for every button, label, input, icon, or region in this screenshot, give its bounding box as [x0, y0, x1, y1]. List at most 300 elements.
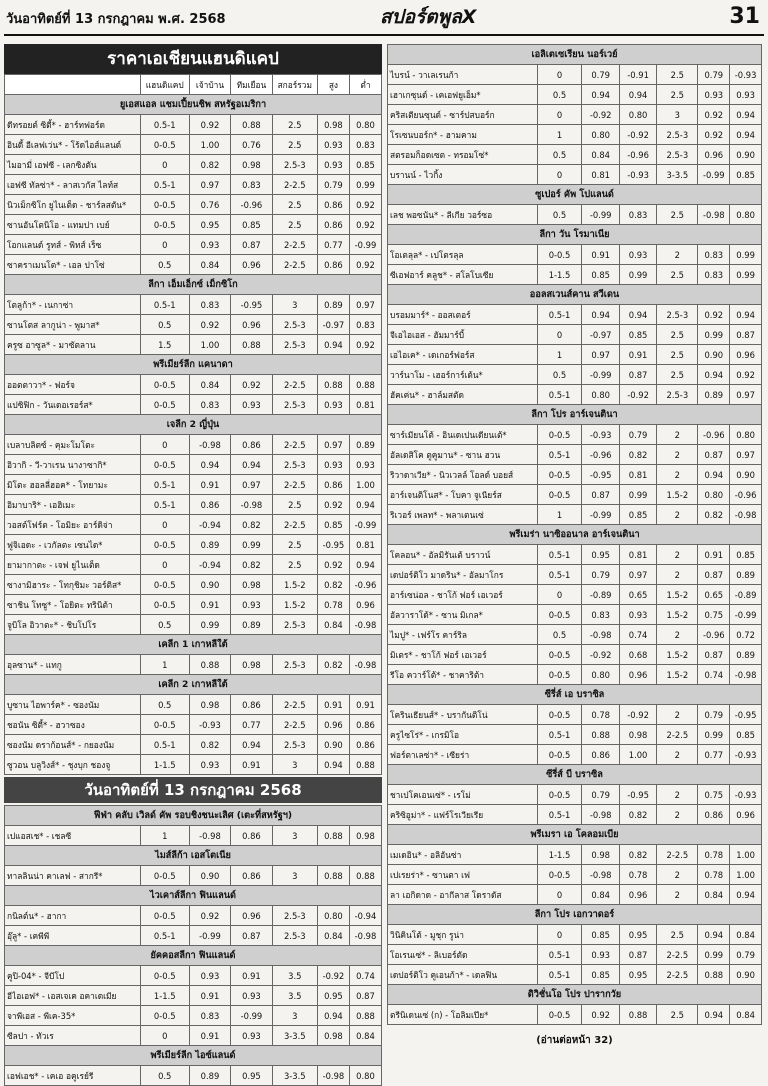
over-odds: 0.84 [317, 926, 349, 946]
total-line: 2.5-3 [272, 395, 317, 415]
match-name: ทาลลินน่า คาเลฟ - สากรี* [5, 866, 141, 886]
handicap-line: 0-0.5 [140, 906, 189, 926]
match-row [388, 165, 762, 185]
over-odds: 0.97 [317, 435, 349, 455]
away-odds: 0.82 [231, 515, 272, 535]
match-row [5, 1066, 382, 1086]
col-total: สกอร์รวม [272, 75, 317, 95]
over-odds: 0.87 [698, 645, 730, 665]
under-odds: 0.92 [349, 255, 381, 275]
over-odds: 0.78 [317, 595, 349, 615]
under-odds: -0.93 [730, 745, 762, 765]
total-line: 3.5 [272, 966, 317, 986]
total-line: 2.5 [657, 65, 698, 85]
home-odds: 0.88 [189, 655, 230, 675]
match-name: ไบรน์ - วาเลเรนก้า [388, 65, 538, 85]
over-odds: -0.92 [317, 966, 349, 986]
total-line: 2.5-3 [272, 615, 317, 635]
match-row [5, 195, 382, 215]
home-odds: 0.83 [189, 1006, 230, 1026]
home-odds: 0.95 [582, 545, 619, 565]
total-line: 2-2.5 [657, 965, 698, 985]
home-odds: 0.93 [189, 966, 230, 986]
home-odds: 0.94 [189, 455, 230, 475]
over-odds: 0.94 [698, 465, 730, 485]
over-odds: 0.80 [317, 906, 349, 926]
home-odds: 0.84 [582, 145, 619, 165]
over-odds: 0.87 [698, 445, 730, 465]
match-row [5, 375, 382, 395]
over-odds: -0.98 [317, 1066, 349, 1086]
home-odds: 0.80 [582, 125, 619, 145]
under-odds: 0.90 [730, 145, 762, 165]
handicap-line: 0-0.5 [140, 575, 189, 595]
handicap-line: 0-0.5 [140, 715, 189, 735]
total-line: 2 [657, 705, 698, 725]
home-odds: 0.84 [189, 375, 230, 395]
home-odds: -0.98 [582, 865, 619, 885]
away-odds: -0.95 [231, 295, 272, 315]
league-header [5, 846, 382, 866]
over-odds: 0.90 [698, 345, 730, 365]
home-odds: 0.91 [189, 1026, 230, 1046]
under-odds: -0.99 [730, 605, 762, 625]
under-odds: -0.93 [730, 785, 762, 805]
over-odds: 0.99 [698, 325, 730, 345]
under-odds: 0.94 [730, 885, 762, 905]
handicap-line: 0.5-1 [140, 926, 189, 946]
under-odds: 0.72 [730, 625, 762, 645]
away-odds: 0.77 [231, 715, 272, 735]
under-odds: 0.91 [349, 695, 381, 715]
home-odds: 0.93 [189, 235, 230, 255]
under-odds: 0.88 [349, 755, 381, 775]
league-name: ลีกา โปร อาร์เจนตินา [388, 405, 762, 425]
league-header [388, 225, 762, 245]
over-odds: 0.78 [698, 845, 730, 865]
match-name: อิวากิ - วี-วาเรน นางาซากิ* [5, 455, 141, 475]
handicap-line: 0.5 [140, 315, 189, 335]
match-row [5, 735, 382, 755]
match-row [5, 235, 382, 255]
home-odds: 0.94 [582, 305, 619, 325]
over-odds: 0.94 [317, 755, 349, 775]
home-odds: -0.94 [189, 515, 230, 535]
match-name: รีโอ ควาร์โต้* - ชาคาริต้า [388, 665, 538, 685]
match-row [388, 845, 762, 865]
league-header [5, 355, 382, 375]
match-row [388, 445, 762, 465]
match-row [5, 535, 382, 555]
page-number: 31 [729, 4, 760, 29]
total-line: 2.5 [657, 925, 698, 945]
match-row [388, 625, 762, 645]
away-odds: 0.88 [231, 335, 272, 355]
match-row [388, 645, 762, 665]
issue-date: วันอาทิตย์ที่ 13 กรกฎาคม พ.ศ. 2568 [6, 12, 226, 27]
total-line: 1.5-2 [272, 575, 317, 595]
handicap-line: 0.5-1 [140, 295, 189, 315]
under-odds: 0.94 [349, 555, 381, 575]
away-odds: 0.87 [619, 945, 656, 965]
match-name: ซาร์เมียนโต้ - อินเดเปนเดียนเต้* [388, 425, 538, 445]
over-odds: 0.99 [698, 945, 730, 965]
home-odds: -0.93 [189, 715, 230, 735]
over-odds: -0.98 [698, 205, 730, 225]
over-odds: 0.75 [698, 605, 730, 625]
match-name: เอไอเค* - เดเกอร์ฟอร์ส [388, 345, 538, 365]
league-name: ยูเอสแอล แชมเปี้ยนชิพ สหรัฐอเมริกา [5, 95, 382, 115]
total-line: 2-2.5 [657, 945, 698, 965]
handicap-line: 0.5 [140, 695, 189, 715]
total-line: 2 [657, 545, 698, 565]
over-odds: 0.94 [698, 1005, 730, 1025]
match-row [388, 65, 762, 85]
under-odds: 1.00 [349, 475, 381, 495]
match-name: คูปิ-04* - จีบีโป [5, 966, 141, 986]
under-odds: -0.95 [730, 705, 762, 725]
header-rule [4, 34, 764, 36]
home-odds: 0.84 [189, 255, 230, 275]
league-name: ดิวิชั่นโอ โปร ปารากวัย [388, 985, 762, 1005]
total-line: 3-3.5 [657, 165, 698, 185]
asian-handicap-title: ราคาเอเชียนแฮนดิแคป [4, 44, 382, 74]
match-row [5, 135, 382, 155]
total-line: 2.5-3 [272, 455, 317, 475]
match-row [5, 866, 382, 886]
over-odds: 0.94 [317, 1006, 349, 1026]
match-name: วอสต์โฟร์ต - โอมิยะ อาร์ดิจ่า [5, 515, 141, 535]
away-odds: 0.93 [619, 605, 656, 625]
home-odds: 0.85 [582, 965, 619, 985]
league-header [5, 946, 382, 966]
home-odds: 1.00 [189, 135, 230, 155]
over-odds: 0.94 [698, 925, 730, 945]
total-line: 2.5 [272, 115, 317, 135]
over-odds: -0.96 [698, 425, 730, 445]
match-name: ซาชิน โทซู* - โอยิตะ ทรินิต้า [5, 595, 141, 615]
under-odds: 0.96 [349, 595, 381, 615]
total-line: 3 [272, 866, 317, 886]
total-line: 3 [272, 1006, 317, 1026]
total-line: 2.5-3 [272, 655, 317, 675]
away-odds: 0.93 [231, 595, 272, 615]
home-odds: -0.93 [582, 425, 619, 445]
away-odds: 0.87 [231, 926, 272, 946]
match-name: บรอมมาร์* - ออสเตอร์ [388, 305, 538, 325]
match-row [388, 385, 762, 405]
under-odds: 0.83 [349, 135, 381, 155]
league-name: ซีรี่ส์ เอ บราซิล [388, 685, 762, 705]
over-odds: 0.99 [698, 725, 730, 745]
handicap-line: 0 [140, 555, 189, 575]
under-odds: 0.89 [730, 645, 762, 665]
league-name: พรีเมรา เอ โคลอมเบีย [388, 825, 762, 845]
handicap-line: 0.5-1 [140, 175, 189, 195]
match-name: ไมอามี่ เอฟซี - เลกซิงตัน [5, 155, 141, 175]
match-name: อัลเดสิโค ตูคูมาน* - ซาน ฮวน [388, 445, 538, 465]
handicap-line: 0 [140, 235, 189, 255]
under-odds: 0.97 [730, 385, 762, 405]
away-odds: 0.98 [231, 655, 272, 675]
league-name: ลีกา เอ็มเอ็กซ์ เม็กซิโก [5, 275, 382, 295]
col-handicap: แฮนดิแคป [140, 75, 189, 95]
under-odds: 0.90 [730, 465, 762, 485]
total-line: 1.5-2 [657, 665, 698, 685]
away-odds: -0.96 [231, 195, 272, 215]
column-header-row [5, 75, 382, 95]
match-row [5, 175, 382, 195]
league-name: เคลีก 2 เกาหลีใต้ [5, 675, 382, 695]
match-row [5, 455, 382, 475]
handicap-line: 0 [140, 155, 189, 175]
away-odds: 0.83 [619, 205, 656, 225]
handicap-line: 0-0.5 [140, 455, 189, 475]
total-line: 1.5-2 [657, 585, 698, 605]
match-name: เปเรยร่า* - ซานตา เฟ [388, 865, 538, 885]
match-row [388, 565, 762, 585]
handicap-line: 1-1.5 [537, 845, 582, 865]
league-header [388, 825, 762, 845]
under-odds: 0.92 [349, 215, 381, 235]
home-odds: 0.85 [582, 925, 619, 945]
match-name: ตรีนิเดนเซ่ (ก) - โอลิมเปีย* [388, 1005, 538, 1025]
total-line: 2.5 [272, 535, 317, 555]
away-odds: -0.98 [231, 495, 272, 515]
match-name: อุลซาน* - แทกู [5, 655, 141, 675]
away-odds: 0.99 [619, 265, 656, 285]
under-odds: 0.89 [349, 435, 381, 455]
match-name: ฮัคเค่น* - ฮาล์มสตัด [388, 385, 538, 405]
total-line: 2.5-3 [657, 145, 698, 165]
match-name: นิวเม็กซิโก ยูไนเต็ด - ชาร์ลสตัน* [5, 195, 141, 215]
match-row [388, 885, 762, 905]
handicap-line: 0.5 [537, 365, 582, 385]
match-row [5, 335, 382, 355]
total-line: 1.5-2 [657, 605, 698, 625]
col-home: เจ้าบ้าน [189, 75, 230, 95]
handicap-line: 0.5-1 [537, 385, 582, 405]
away-odds: 0.85 [619, 505, 656, 525]
match-name: โครินเธียนส์* - บรากันติโน่ [388, 705, 538, 725]
over-odds: 0.82 [317, 655, 349, 675]
page-header [0, 0, 768, 40]
match-name: ซีลปา - ทัวเร [5, 1026, 141, 1046]
over-odds: 0.75 [698, 785, 730, 805]
match-name: โตลูก้า* - เนกาซ่า [5, 295, 141, 315]
under-odds: -0.94 [349, 906, 381, 926]
match-row [5, 1006, 382, 1026]
match-row [5, 986, 382, 1006]
total-line: 2 [657, 805, 698, 825]
match-name: คริสเตียนซุนด์ - ซาร์ปสบอร์ก [388, 105, 538, 125]
away-odds: 0.92 [231, 375, 272, 395]
under-odds: 0.81 [349, 395, 381, 415]
handicap-line: 0-0.5 [140, 966, 189, 986]
match-name: ออตตาวา* - ฟอร์จ [5, 375, 141, 395]
handicap-line: 1 [537, 345, 582, 365]
league-header [5, 886, 382, 906]
home-odds: 0.98 [189, 695, 230, 715]
home-odds: 1.00 [189, 335, 230, 355]
league-header [5, 1046, 382, 1066]
away-odds: 0.89 [231, 615, 272, 635]
match-name: อาร์เซน่อล - ชาโก้ ฟอร์ เอเวอร์ [388, 585, 538, 605]
league-header [5, 806, 382, 826]
handicap-line: 0.5-1 [140, 735, 189, 755]
match-row [5, 695, 382, 715]
handicap-line: 0.5-1 [537, 965, 582, 985]
total-line: 2.5 [657, 365, 698, 385]
away-odds: -0.93 [619, 165, 656, 185]
under-odds: 0.94 [730, 305, 762, 325]
match-name: ซางามิฮาระ - โทกุชิมะ วอร์ติส* [5, 575, 141, 595]
total-line: 2 [657, 745, 698, 765]
total-line: 2-2.5 [272, 175, 317, 195]
home-odds: 0.83 [189, 395, 230, 415]
away-odds: 0.81 [619, 545, 656, 565]
match-row [5, 295, 382, 315]
home-odds: 0.91 [582, 245, 619, 265]
match-name: ริวาดาเวีย* - นิวเวลล์ โอลด์ บอยส์ [388, 465, 538, 485]
total-line: 2.5 [272, 495, 317, 515]
handicap-line: 1 [140, 826, 189, 846]
match-name: จูบิโล อิวาตะ* - ชิบโปโร [5, 615, 141, 635]
away-odds: 0.68 [619, 645, 656, 665]
over-odds: 0.98 [317, 115, 349, 135]
league-name: ออลสเวนส์คาน สวีเดน [388, 285, 762, 305]
match-row [5, 926, 382, 946]
home-odds: -0.99 [582, 505, 619, 525]
away-odds: 0.79 [619, 425, 656, 445]
match-row [388, 925, 762, 945]
total-line: 1.5-2 [272, 595, 317, 615]
home-odds: -0.98 [582, 805, 619, 825]
home-odds: 0.81 [582, 165, 619, 185]
under-odds: 0.93 [349, 455, 381, 475]
under-odds: 0.87 [730, 325, 762, 345]
over-odds: 0.90 [317, 735, 349, 755]
league-header [5, 95, 382, 115]
total-line: 3-3.5 [272, 1066, 317, 1086]
under-odds: 0.74 [349, 966, 381, 986]
under-odds: 0.97 [349, 295, 381, 315]
home-odds: -0.95 [582, 465, 619, 485]
away-odds: 0.82 [619, 445, 656, 465]
over-odds: 0.79 [698, 65, 730, 85]
handicap-line: 1 [537, 125, 582, 145]
over-odds: 0.87 [698, 565, 730, 585]
home-odds: 0.86 [582, 745, 619, 765]
total-line: 2.5-3 [272, 335, 317, 355]
match-name: ชอนัน ซิตี้* - ฮวาซอง [5, 715, 141, 735]
match-name: โอเรนเซ่* - ลิเบอร์ตัด [388, 945, 538, 965]
match-name: เมเดอิน* - อลิอันซ่า [388, 845, 538, 865]
over-odds: 0.80 [698, 485, 730, 505]
continue-note: (อ่านต่อหน้า 32) [536, 1035, 613, 1046]
total-line: 2-2.5 [272, 435, 317, 455]
over-odds: 0.91 [317, 695, 349, 715]
over-odds: 0.86 [698, 805, 730, 825]
under-odds: 0.92 [730, 365, 762, 385]
over-odds: 0.92 [317, 495, 349, 515]
total-line: 2 [657, 865, 698, 885]
match-row [388, 1005, 762, 1025]
away-odds: 0.85 [619, 325, 656, 345]
league-name: ไมส์ลีก้า เอสโตเนีย [5, 846, 382, 866]
away-odds: 0.85 [231, 215, 272, 235]
home-odds: 0.82 [189, 155, 230, 175]
handicap-line: 0-0.5 [140, 395, 189, 415]
away-odds: 0.93 [231, 1026, 272, 1046]
home-odds: 0.93 [582, 945, 619, 965]
away-odds: -0.96 [619, 145, 656, 165]
under-odds: 0.94 [730, 105, 762, 125]
match-row [5, 575, 382, 595]
match-name: ชาเปโคเอนเซ่* - เรโม่ [388, 785, 538, 805]
over-odds: 0.77 [698, 745, 730, 765]
under-odds: 0.99 [730, 265, 762, 285]
league-name: เจลีก 2 ญี่ปุ่น [5, 415, 382, 435]
away-odds: 0.86 [231, 435, 272, 455]
handicap-line: 0-0.5 [537, 1005, 582, 1025]
total-line: 2 [657, 565, 698, 585]
under-odds: 0.88 [349, 866, 381, 886]
away-odds: 0.93 [231, 395, 272, 415]
match-name: วินิคินโต้ - มูชุก รูน่า [388, 925, 538, 945]
away-odds: 0.82 [619, 845, 656, 865]
home-odds: 0.79 [582, 785, 619, 805]
match-name: มิเตร* - ชาโก้ ฟอร์ เอเวอร์ [388, 645, 538, 665]
away-odds: 0.98 [231, 155, 272, 175]
handicap-line: 0.5-1 [140, 475, 189, 495]
over-odds: 0.83 [698, 245, 730, 265]
handicap-line: 0-0.5 [537, 485, 582, 505]
total-line: 2.5-3 [657, 385, 698, 405]
away-odds: 0.96 [619, 665, 656, 685]
over-odds: 0.86 [317, 215, 349, 235]
handicap-line: 0.5 [537, 625, 582, 645]
total-line: 2.5 [272, 215, 317, 235]
handicap-line: 0-0.5 [537, 705, 582, 725]
total-line: 2.5 [657, 1005, 698, 1025]
total-line: 2-2.5 [657, 725, 698, 745]
handicap-line: 0-0.5 [140, 135, 189, 155]
total-line: 2.5-3 [657, 125, 698, 145]
away-odds: 0.93 [619, 245, 656, 265]
match-row [388, 265, 762, 285]
match-name: อินดี้ อีเลฟเว่น* - โร้ดไอส์แลนด์ [5, 135, 141, 155]
over-odds: 0.96 [317, 715, 349, 735]
match-name: ครูไซโร่* - เกรมิโอ [388, 725, 538, 745]
league-header [388, 185, 762, 205]
under-odds: -0.99 [349, 235, 381, 255]
under-odds: -0.96 [349, 575, 381, 595]
home-odds: 0.82 [189, 735, 230, 755]
home-odds: -0.99 [582, 205, 619, 225]
away-odds: -0.95 [619, 785, 656, 805]
handicap-line: 0.5-1 [537, 305, 582, 325]
under-odds: 0.98 [349, 826, 381, 846]
match-row [5, 555, 382, 575]
under-odds: 0.80 [349, 115, 381, 135]
home-odds: 0.92 [189, 115, 230, 135]
total-line: 2 [657, 785, 698, 805]
match-row [388, 745, 762, 765]
match-row [5, 215, 382, 235]
match-name: ซานโตส ลากูน่า - พูมาส* [5, 315, 141, 335]
over-odds: 0.89 [317, 295, 349, 315]
